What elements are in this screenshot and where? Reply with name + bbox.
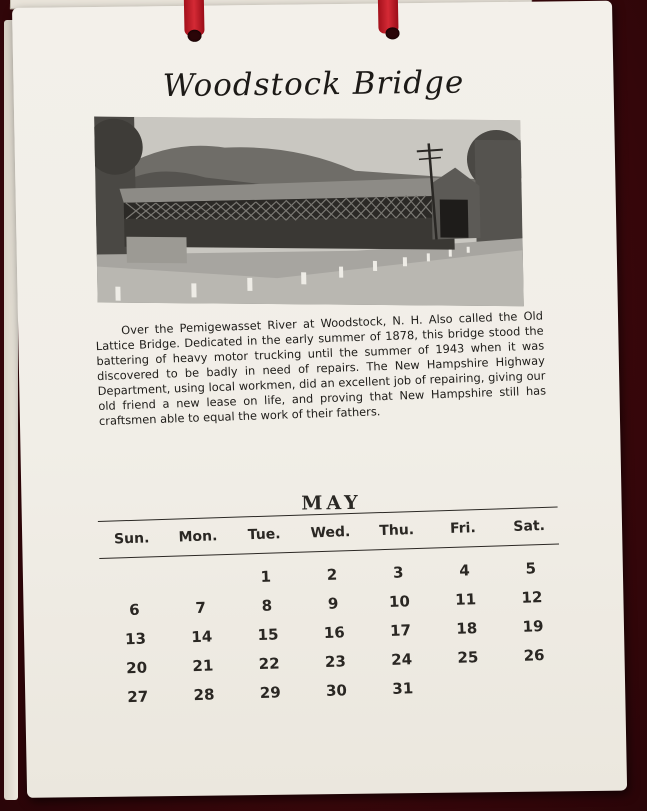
weekday-fri: Fri. [449,520,477,537]
day-cell: 21 [192,656,214,676]
day-cell: 7 [195,598,207,617]
weekday-mon: Mon. [178,528,218,546]
day-cell: 24 [390,650,413,669]
weekday-tue: Tue. [247,526,281,544]
day-cell: 1 [260,567,272,586]
day-cell: 20 [125,658,148,678]
day-grid [100,558,569,707]
day-cell: 16 [323,623,346,642]
day-cell: 2 [326,565,338,584]
day-cell: 30 [325,681,348,700]
day-cell [436,676,503,697]
day-cell: 29 [259,683,282,703]
day-cell: 11 [454,590,477,609]
day-cell [100,571,167,592]
day-cell: 13 [124,629,147,649]
left-punch-hole [187,30,201,42]
day-cell: 19 [522,617,544,636]
day-cell: 25 [457,648,479,667]
weekday-sat: Sat. [513,517,546,535]
calendar-page [12,1,627,798]
day-cell: 22 [258,654,280,674]
day-cell: 28 [193,685,215,705]
weekday-thu: Thu. [378,522,415,540]
day-cell [166,569,233,590]
day-cell [502,674,569,695]
bridge-photo [94,117,524,307]
day-cell: 17 [389,621,412,640]
calendar-grid [98,506,569,707]
day-cell: 14 [191,627,213,647]
day-cell: 23 [324,652,347,671]
month-name: MAY [301,491,362,515]
caption-text: Over the Pemigewasset River at Woodstock, N. H. Also called the Old Lattice Bridge. Dedicated in the early summer of 1878, this bridge stood the battering of heavy motor trucking until the summer of 1943 when it was discovered to be badly in need of repairs. The New Hampshire Highway Department, using local workmen, did an excellent job of repairing, giving our old friend a new lease on life, and proving that New Hampshire still has craftsmen able to equal the work of their fathers. [95,308,547,429]
day-cell: 31 [391,679,414,698]
day-cell: 10 [388,592,411,611]
page-title: Woodstock Bridge [162,64,465,105]
day-cell: 26 [523,646,545,665]
weekday-wed: Wed. [310,524,351,542]
day-cell: 15 [257,625,279,645]
day-cell: 4 [458,561,471,580]
day-cell: 12 [521,588,543,607]
right-punch-hole [385,27,399,39]
day-cell: 6 [128,600,140,620]
day-cell: 27 [127,687,149,707]
day-cell: 9 [327,594,339,613]
day-cell: 5 [525,559,537,578]
day-cell: 18 [455,619,478,638]
weekday-sun: Sun. [113,530,150,548]
bridge-photo-graphic [94,117,524,307]
day-cell: 8 [261,596,273,615]
bridge-description [95,308,547,429]
day-cell: 3 [392,563,404,582]
